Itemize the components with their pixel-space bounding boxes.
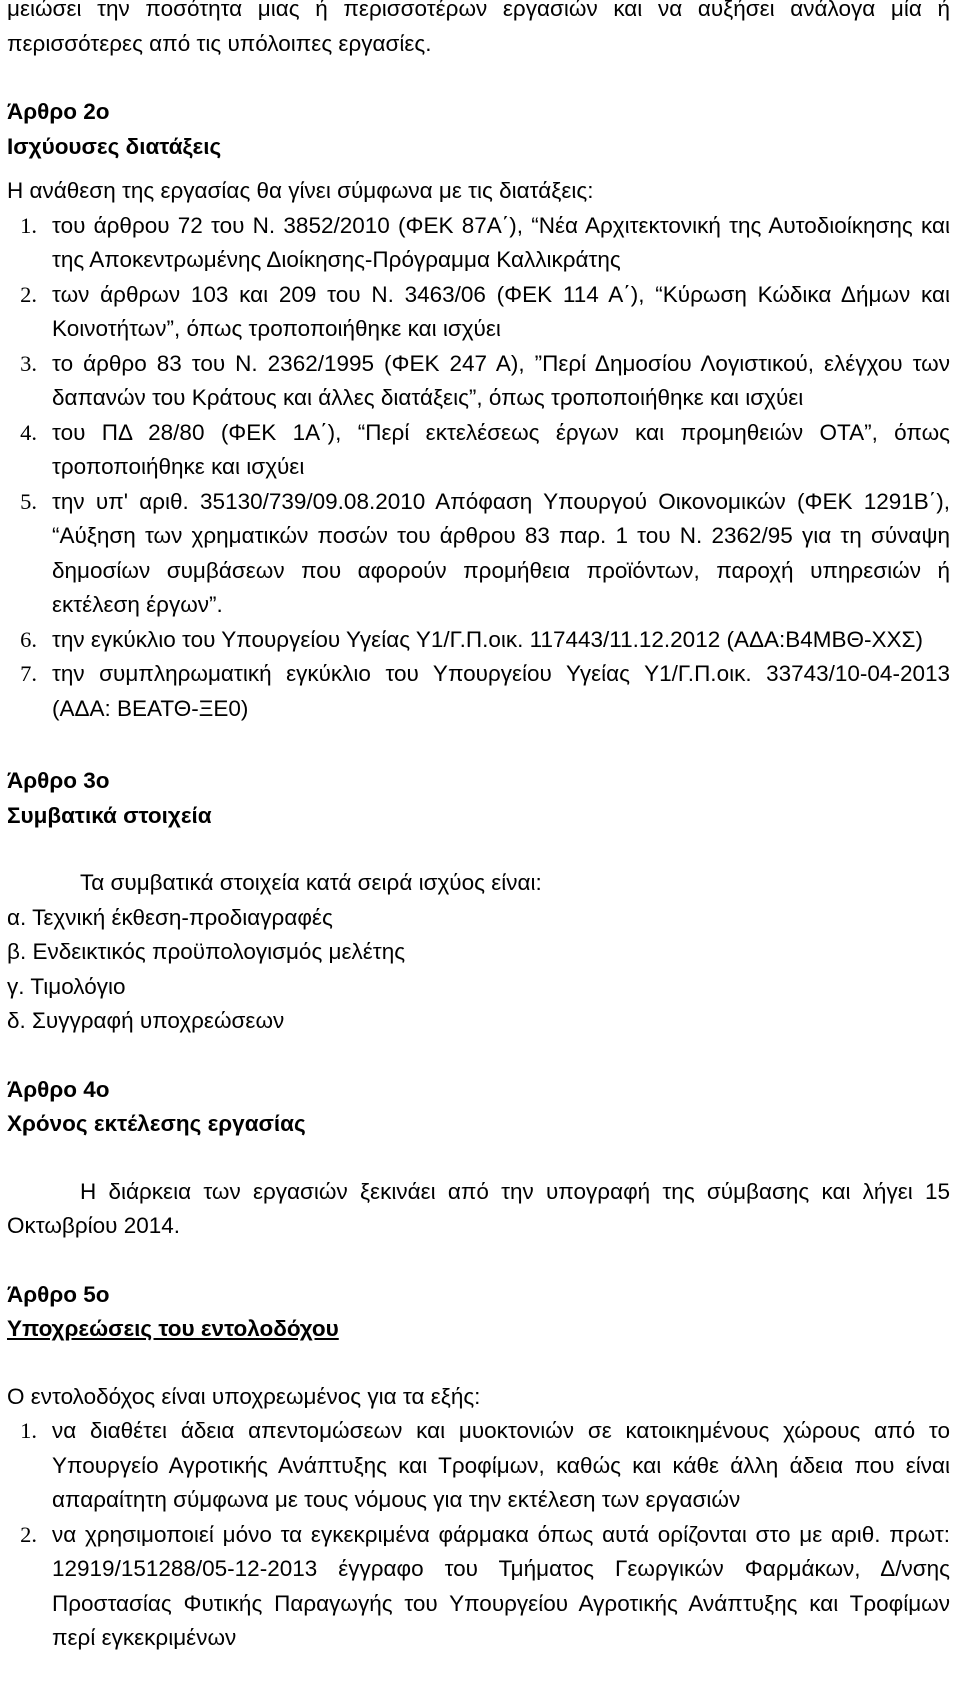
article-2-heading: Άρθρο 2ο	[7, 99, 110, 124]
article-4-heading: Άρθρο 4ο	[7, 1076, 110, 1102]
list-item	[7, 485, 950, 623]
list-item-number-text: 4.	[20, 419, 37, 445]
article-3-heading: Άρθρο 3ο	[7, 768, 110, 793]
list-item-text: την εγκύκλιο του Υπουργείου Υγείας Υ1/Γ.Π.οικ. 117443/11.12.2012 (ΑΔΑ:Β4ΜΒΘ-ΧΧΣ)	[52, 626, 923, 652]
list-item-number-text: 2.	[20, 281, 37, 307]
list-item	[7, 623, 950, 658]
list-item	[7, 278, 950, 347]
list-item	[7, 1414, 950, 1518]
list-item-number-text: 2.	[20, 1521, 37, 1547]
article-2-title: Ισχύουσες διατάξεις	[7, 133, 222, 159]
list-item-text: του ΠΔ 28/80 (ΦΕΚ 1Α΄), “Περί εκτελέσεως έργων και προμηθειών ΟΤΑ”, όπως τροποποιήθηκε και ισχύει	[52, 419, 950, 479]
article-3-list	[7, 901, 950, 1039]
article-4-title: Χρόνος εκτέλεσης εργασίας	[7, 1111, 306, 1136]
list-item-text: των άρθρων 103 και 209 του Ν. 3463/06 (ΦΕΚ 114 Α΄), “Κύρωση Κώδικα Δήμων και Κοινοτήτων”, όπως τροποποιήθηκε και ισχύει	[52, 281, 950, 341]
list-item-text: του άρθρου 72 του Ν. 3852/2010 (ΦΕΚ 87Α΄), “Νέα Αρχιτεκτονική της Αυτοδιοίκησης και της Αποκεντρωμένης Διοίκησης-Πρόγραμμα Καλλικράτης	[52, 212, 950, 272]
list-item-text: την υπ' αριθ. 35130/739/09.08.2010 Απόφαση Υπουργού Οικονομικών (ΦΕΚ 1291Β΄), “Αύξηση των χρηματικών ποσών του άρθρου 83 παρ. 1 του Ν. 2362/95 για τη σύναψη δημοσίων συμβάσεων που αφορούν προμήθεια προϊόντων, παροχή υπηρεσιών ή εκτέλεση έργων”.	[52, 488, 950, 617]
list-item-number-text: 6.	[20, 626, 37, 652]
list-item	[7, 416, 950, 485]
list-item	[7, 347, 950, 416]
list-item-number-text: 7.	[20, 661, 37, 686]
article-3-lead: Τα συμβατικά στοιχεία κατά σειρά ισχύος είναι:	[80, 870, 542, 895]
list-item-number-text: 1.	[20, 1418, 37, 1443]
list-item-number-text: 3.	[20, 350, 37, 376]
article-5-list	[7, 1414, 950, 1656]
spacer	[7, 61, 950, 95]
list-item-text: να διαθέτει άδεια απεντομώσεων και μυοκτονιών σε κατοικημένους χώρους από το Υπουργείο Αγροτικής Ανάπτυξης και Τροφίμων, καθώς και κάθε άλλη άδεια που είναι απαραίτητη σύμφωνα με τους νόμους για την εκτέλεση των εργασιών	[52, 1418, 950, 1512]
spacer	[7, 1039, 950, 1073]
contract-item: δ. Συγγραφή υποχρεώσεων	[7, 1008, 285, 1033]
list-item	[7, 657, 950, 726]
list-item-text: να χρησιμοποιεί μόνο τα εγκεκριμένα φάρμακα όπως αυτά ορίζονται στο με αριθ. πρωτ: 12919/151288/05-12-2013 έγγραφο του Τμήματος Γεωργικών Φαρμάκων, Δ/νσης Προστασίας Φυτικής Παραγωγής του Υπουργείου Αγροτικής Ανάπτυξης και Τροφίμων περί εγκεκριμένων	[52, 1521, 950, 1650]
article-4	[7, 1073, 950, 1244]
article-3-title: Συμβατικά στοιχεία	[7, 802, 212, 828]
list-item-text: την συμπληρωματική εγκύκλιο του Υπουργείου Υγείας Υ1/Γ.Π.οικ. 33743/10-04-2013 (ΑΔΑ: ΒΕΑΤΘ-ΞΕ0)	[52, 661, 950, 721]
list-item-text: το άρθρο 83 του Ν. 2362/1995 (ΦΕΚ 247 Α), ”Περί Δημοσίου Λογιστικού, ελέγχου των δαπανών του Κράτους και άλλες διατάξεις”, όπως τροποποιήθηκε και ισχύει	[52, 350, 950, 410]
intro-paragraph: μειώσει την ποσότητα μιας ή περισσοτέρων εργασιών και να αυξήσει ανάλογα μία ή περισσότερες από τις υπόλοιπες εργασίες.	[7, 0, 950, 56]
contract-item: γ. Τιμολόγιο	[7, 973, 126, 999]
article-2-lead: Η ανάθεση της εργασίας θα γίνει σύμφωνα με τις διατάξεις:	[7, 178, 594, 203]
article-5-title: Υποχρεώσεις του εντολοδόχου	[7, 1316, 339, 1341]
article-5-lead: Ο εντολοδόχος είναι υποχρεωμένος για τα εξής:	[7, 1383, 481, 1409]
article-5	[7, 1278, 950, 1656]
article-2	[7, 95, 950, 726]
article-3	[7, 764, 950, 1039]
article-2-list	[7, 209, 950, 727]
list-item-number-text: 5.	[20, 488, 37, 514]
list-item-number-text: 1.	[20, 212, 37, 238]
contract-item: β. Ενδεικτικός προϋπολογισμός μελέτης	[7, 939, 406, 964]
list-item	[7, 209, 950, 278]
list-item	[7, 1518, 950, 1656]
article-4-text: Η διάρκεια των εργασιών ξεκινάει από την υπογραφή της σύμβασης και λήγει 15 Οκτωβρίου 2014.	[7, 1178, 950, 1238]
spacer	[7, 726, 950, 764]
spacer	[7, 1244, 950, 1278]
contract-item: α. Τεχνική έκθεση-προδιαγραφές	[7, 904, 333, 930]
article-5-heading: Άρθρο 5ο	[7, 1281, 110, 1307]
